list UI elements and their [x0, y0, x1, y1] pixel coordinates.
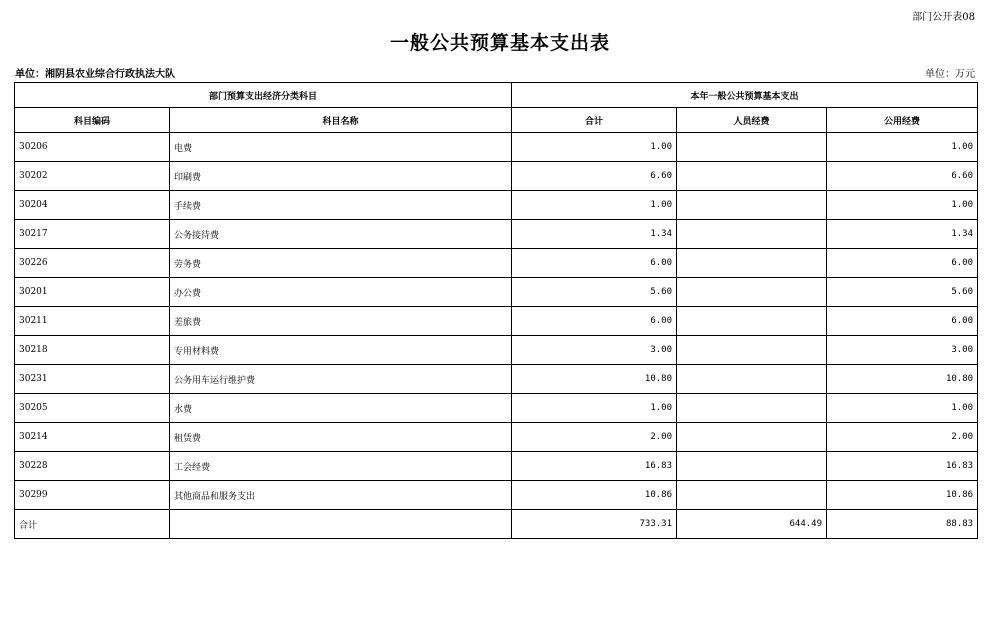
row-public: 1.34	[827, 220, 978, 249]
table-row	[15, 220, 978, 249]
row-public: 16.83	[827, 452, 978, 481]
row-total: 10.86	[512, 481, 677, 510]
table-row	[15, 365, 978, 394]
row-code: 30201	[15, 278, 170, 307]
header-public: 公用经费	[827, 108, 978, 133]
table-row	[15, 133, 978, 162]
page-title: 一般公共预算基本支出表	[389, 32, 610, 54]
row-total: 2.00	[512, 423, 677, 452]
row-total: 16.83	[512, 452, 677, 481]
row-public: 1.00	[827, 191, 978, 220]
total-sum: 733.31	[512, 510, 677, 539]
header-group-row	[15, 83, 978, 108]
row-name: 公务用车运行维护费	[170, 365, 512, 394]
row-personnel	[677, 191, 827, 220]
row-name: 办公费	[170, 278, 512, 307]
table-row	[15, 191, 978, 220]
row-personnel	[677, 481, 827, 510]
row-public: 10.86	[827, 481, 978, 510]
row-code: 30204	[15, 191, 170, 220]
table-row	[15, 336, 978, 365]
row-name: 劳务费	[170, 249, 512, 278]
row-personnel	[677, 133, 827, 162]
row-personnel	[677, 336, 827, 365]
row-public: 2.00	[827, 423, 978, 452]
budget-table	[14, 82, 978, 539]
table-row	[15, 307, 978, 336]
row-code: 30214	[15, 423, 170, 452]
row-name: 租赁费	[170, 423, 512, 452]
row-total: 1.00	[512, 191, 677, 220]
row-name: 水费	[170, 394, 512, 423]
row-total: 10.80	[512, 365, 677, 394]
row-code: 30218	[15, 336, 170, 365]
row-total: 6.00	[512, 307, 677, 336]
row-public: 5.60	[827, 278, 978, 307]
row-code: 30205	[15, 394, 170, 423]
row-total: 1.00	[512, 394, 677, 423]
row-personnel	[677, 365, 827, 394]
table-body	[15, 133, 978, 510]
row-code: 30206	[15, 133, 170, 162]
row-personnel	[677, 278, 827, 307]
row-name: 印刷费	[170, 162, 512, 191]
header-total: 合计	[512, 108, 677, 133]
row-public: 6.00	[827, 307, 978, 336]
row-public: 10.80	[827, 365, 978, 394]
table-row	[15, 481, 978, 510]
row-name: 手续费	[170, 191, 512, 220]
header-group-expenditure: 本年一般公共预算基本支出	[512, 83, 978, 108]
total-personnel: 644.49	[677, 510, 827, 539]
row-personnel	[677, 452, 827, 481]
row-code: 30299	[15, 481, 170, 510]
header-group-classification: 部门预算支出经济分类科目	[15, 83, 512, 108]
row-code: 30228	[15, 452, 170, 481]
row-name: 电费	[170, 133, 512, 162]
row-personnel	[677, 220, 827, 249]
row-code: 30226	[15, 249, 170, 278]
header-column-row	[15, 108, 978, 133]
row-total: 3.00	[512, 336, 677, 365]
row-name: 专用材料费	[170, 336, 512, 365]
total-row	[15, 510, 978, 539]
row-personnel	[677, 423, 827, 452]
header-personnel: 人员经费	[677, 108, 827, 133]
row-total: 6.60	[512, 162, 677, 191]
row-code: 30231	[15, 365, 170, 394]
row-name: 公务接待费	[170, 220, 512, 249]
table-row	[15, 249, 978, 278]
table-row	[15, 423, 978, 452]
table-row	[15, 394, 978, 423]
row-public: 6.60	[827, 162, 978, 191]
row-name: 其他商品和服务支出	[170, 481, 512, 510]
row-total: 6.00	[512, 249, 677, 278]
row-name: 工会经费	[170, 452, 512, 481]
header-name: 科目名称	[170, 108, 512, 133]
row-name: 差旅费	[170, 307, 512, 336]
form-number: 部门公开表08	[912, 12, 975, 23]
total-public: 88.83	[827, 510, 978, 539]
row-total: 5.60	[512, 278, 677, 307]
total-label: 合计	[15, 510, 170, 539]
row-code: 30217	[15, 220, 170, 249]
row-personnel	[677, 162, 827, 191]
row-total: 1.00	[512, 133, 677, 162]
table-row	[15, 452, 978, 481]
row-total: 1.34	[512, 220, 677, 249]
row-personnel	[677, 307, 827, 336]
table-row	[15, 278, 978, 307]
row-public: 6.00	[827, 249, 978, 278]
table-row	[15, 162, 978, 191]
row-code: 30211	[15, 307, 170, 336]
row-public: 1.00	[827, 133, 978, 162]
row-personnel	[677, 249, 827, 278]
unit-measure: 单位：万元	[925, 69, 975, 80]
unit-organization: 单位：湘阴县农业综合行政执法大队	[15, 69, 175, 80]
header-code: 科目编码	[15, 108, 170, 133]
row-personnel	[677, 394, 827, 423]
row-public: 3.00	[827, 336, 978, 365]
row-code: 30202	[15, 162, 170, 191]
total-name-cell	[170, 510, 512, 539]
row-public: 1.00	[827, 394, 978, 423]
